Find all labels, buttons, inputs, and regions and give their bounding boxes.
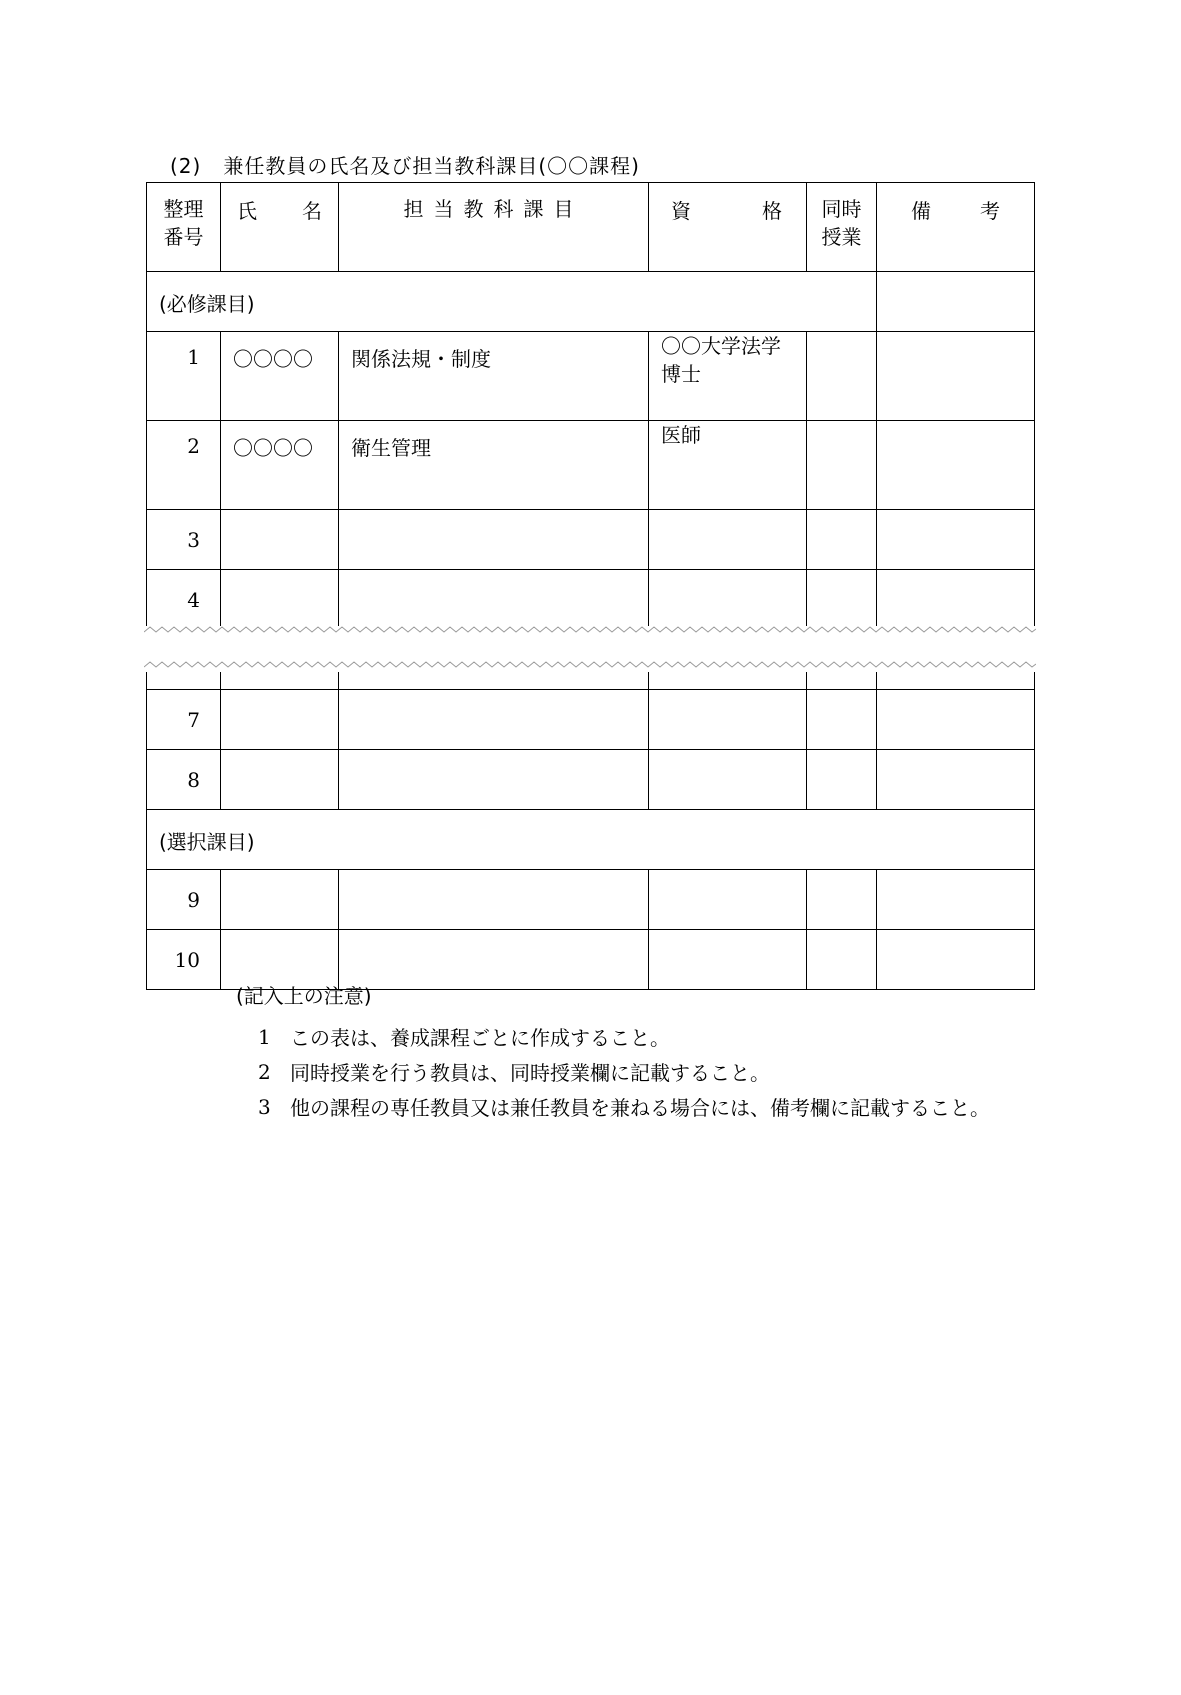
name-cell[interactable] (221, 750, 339, 810)
remarks-cell[interactable] (877, 750, 1035, 810)
remarks-cell[interactable] (877, 272, 1035, 332)
remarks-cell[interactable] (877, 332, 1035, 421)
name-cell[interactable] (221, 870, 339, 930)
name-cell[interactable] (221, 510, 339, 570)
qualification-cell[interactable] (649, 870, 807, 930)
notes-heading: (記入上の注意) (236, 984, 372, 1008)
row-number: 10 (174, 948, 200, 972)
table-row (147, 510, 1035, 570)
row-number: 9 (187, 888, 200, 912)
remarks-cell[interactable] (877, 510, 1035, 570)
subject-cell[interactable] (339, 690, 649, 750)
simultaneous-cell[interactable] (807, 690, 877, 750)
qualification-cell[interactable] (649, 690, 807, 750)
subject-cell[interactable] (339, 570, 649, 630)
table-row (147, 870, 1035, 930)
simultaneous-cell[interactable] (807, 870, 877, 930)
table-row (147, 690, 1035, 750)
qualification-cell: 医師 (661, 423, 701, 447)
header-number: 整理 番号 (147, 183, 221, 272)
subject-cell: 衛生管理 (351, 436, 431, 460)
row-number: 8 (187, 768, 200, 792)
header-subject: 担当教科課目 (339, 183, 649, 272)
note-item: 2 同時授業を行う教員は、同時授業欄に記載すること。 (258, 1059, 770, 1085)
note-item: 3 他の課程の専任教員又は兼任教員を兼ねる場合には、備考欄に記載すること。 (258, 1094, 990, 1120)
remarks-cell[interactable] (877, 690, 1035, 750)
header-remarks: 備 考 (877, 183, 1035, 272)
header-name: 氏 名 (221, 183, 339, 272)
qualification-cell: 〇〇大学法学博士 (661, 334, 781, 386)
note-item: 1 この表は、養成課程ごとに作成すること。 (258, 1024, 670, 1050)
row-number: 2 (187, 434, 200, 458)
name-cell: 〇〇〇〇 (233, 436, 313, 460)
section-label: (選択課目) (159, 830, 255, 854)
qualification-cell[interactable] (649, 570, 807, 630)
simultaneous-cell[interactable] (807, 750, 877, 810)
instructor-table (146, 182, 1035, 990)
title-text: 兼任教員の氏名及び担当教科課目(〇〇課程) (223, 154, 640, 178)
subject-cell[interactable] (339, 870, 649, 930)
qualification-cell[interactable] (649, 510, 807, 570)
simultaneous-cell[interactable] (807, 421, 877, 510)
table-row (147, 750, 1035, 810)
table-row (147, 570, 1035, 630)
name-cell[interactable] (221, 570, 339, 630)
section-row-elective (147, 810, 1035, 870)
row-number: 1 (187, 345, 200, 369)
title-number: (2) (170, 154, 202, 178)
section-label: (必修課目) (159, 292, 255, 316)
simultaneous-cell[interactable] (807, 332, 877, 421)
omission-tear-mark (144, 626, 1036, 672)
remarks-cell[interactable] (877, 421, 1035, 510)
remarks-cell[interactable] (877, 570, 1035, 630)
table-row (147, 332, 1035, 421)
simultaneous-cell[interactable] (807, 510, 877, 570)
subject-cell[interactable] (339, 750, 649, 810)
qualification-cell[interactable] (649, 750, 807, 810)
subject-cell[interactable] (339, 510, 649, 570)
name-cell[interactable] (221, 690, 339, 750)
remarks-cell[interactable] (877, 870, 1035, 930)
header-simultaneous: 同時 授業 (807, 183, 877, 272)
header-qualification: 資 格 (649, 183, 807, 272)
row-number: 3 (187, 528, 200, 552)
simultaneous-cell[interactable] (807, 570, 877, 630)
row-number: 4 (187, 588, 200, 612)
table-header-row (147, 183, 1035, 272)
page-title (170, 150, 640, 179)
entry-notes (236, 980, 990, 1124)
section-row-required (147, 272, 1035, 332)
subject-cell: 関係法規・制度 (351, 347, 491, 371)
row-number: 7 (187, 708, 200, 732)
table-row (147, 421, 1035, 510)
name-cell: 〇〇〇〇 (233, 347, 313, 371)
